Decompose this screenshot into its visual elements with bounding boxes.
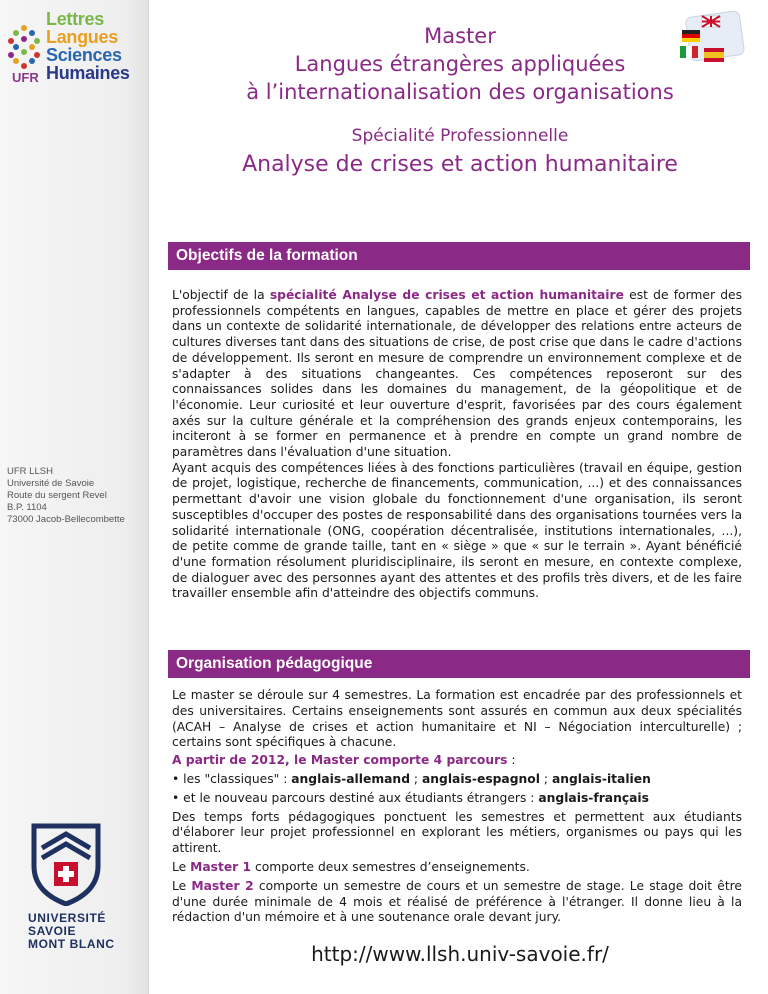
parcours-line: [172, 753, 742, 769]
text-run: ;: [539, 771, 552, 786]
ufr-tag: UFR: [12, 70, 39, 85]
parcours-highlight: A partir de 2012, le Master comporte 4 parcours: [172, 753, 508, 768]
logo-word-langues: Langues: [46, 27, 118, 47]
text-run: • et le nouveau parcours destiné aux étudiants étrangers :: [172, 790, 539, 805]
text-run: L'objectif de la: [172, 288, 270, 302]
organisation-paragraph-temps-forts: Des temps forts pédagogiques ponctuent les semestres et permettent aux étudiants d'élaborer leur projet professionnel en explorant les métiers, organismes ou pays qui les attirent.: [172, 809, 742, 856]
ufr-llsh-logo: [6, 10, 138, 90]
speciality-header: [150, 124, 768, 182]
speciality-title: Analyse de crises et action humanitaire: [242, 152, 678, 177]
speciality-label: Spécialité Professionnelle: [351, 126, 569, 146]
organisation-paragraph-1: Le master se déroule sur 4 semestres. La formation est encadrée par des professionnels et des universitaires. Certains enseignements sont assurés en commun aux deux spécialités (ACAH – Analyse de crises et action humanitaire et NI – Négociation interculturelle) ; certains sont spécifiques à chacune.: [172, 688, 742, 750]
speciality-highlight: spécialité Analyse de crises et action humanitaire: [269, 288, 624, 302]
logo-word-sciences: Sciences: [46, 45, 122, 65]
title-line-2: Langues étrangères appliquées: [294, 52, 626, 76]
university-name-line: SAVOIE: [28, 924, 77, 938]
text-run: • les "classiques" :: [172, 771, 292, 786]
logo-word-humaines: Humaines: [46, 63, 130, 83]
address-line: Université de Savoie: [7, 478, 95, 489]
text-run: comporte un semestre de cours et un semestre de stage. Le stage doit être d'une durée minimale de 4 mois et réalisé de préférence à l'étranger. Il donne lieu à la rédaction d'un mémoire et à une soutenance orale devant jury.: [172, 878, 743, 925]
university-name-line: MONT BLANC: [28, 937, 115, 951]
section-heading-organisation: Organisation pédagogique: [168, 650, 750, 678]
objectifs-paragraph-1: [172, 288, 742, 461]
parcours-item: anglais-allemand: [291, 771, 410, 786]
text-run: :: [507, 753, 516, 768]
text-run: ;: [410, 771, 422, 786]
text-run: est de former des professionnels compétents en langues, capables de mettre en place et gérer des projets dans un contexte de solidarité internationale, de développer des relations entre acteurs de cultures diverses tant dans des situations de crise, de post crise que dans le cadre d'actions de développement. Ils seront en mesure de comprendre un environnement complexe et de s'adapter à des situations changeantes. Ces compétences reposeront sur des connaissances solides dans les domaines du management, de la géopolitique et de l'économie. Leur curiosité et leur ouverture d'esprit, favorisées par des cours également axés sur la culture générale et la compréhension des grands enjeux contemporains, les inciteront à se former en permanence et à prendre en compte un grand nombre de paramètres dans l'évaluation d'une situation.: [172, 288, 743, 460]
university-name: [28, 912, 115, 951]
title-line-1: Master: [424, 24, 496, 48]
text-run: Le: [172, 878, 192, 893]
title-line-3: à l’internationalisation des organisations: [246, 80, 674, 104]
logo-word-lettres: Lettres: [46, 9, 104, 29]
university-shield-icon: [28, 822, 104, 906]
section-objectifs-body: [172, 288, 742, 602]
website-link[interactable]: http://www.llsh.univ-savoie.fr/: [311, 942, 609, 966]
text-run: Le: [172, 859, 191, 874]
sidebar: [0, 0, 149, 994]
parcours-item: anglais-italien: [551, 771, 651, 786]
address-block: [7, 466, 147, 526]
language-flags-icon: [668, 10, 748, 70]
address-line: Route du sergent Revel: [7, 490, 107, 501]
objectifs-paragraph-2: Ayant acquis des compétences liées à des fonctions particulières (travail en équipe, gestion de projet, logistique, recherche de financements, communication, ...) et des connaissances permettant d'avoir une vision globale du fonctionnement d'une organisation, ils seront susceptibles d'occuper des postes de responsabilité dans des organisations tournées vers la solidarité internationale (ONG, coopération décentralisée, institutions internationales, ...), de petite comme de grande taille, tant en « siège » que « sur le terrain ». Ayant bénéficié d'une formation résolument pluridisciplinaire, ils seront en mesure, en contexte complexe, de dialoguer avec des personnes ayant des attentes et des profils très divers, et de les faire travailler ensemble afin d'atteindre des objectifs communs.: [172, 460, 742, 601]
master2-paragraph: [172, 879, 742, 926]
university-name-line: UNIVERSITÉ: [28, 911, 107, 925]
bullet-classiques: [172, 772, 742, 788]
dots-logo-icon: [6, 24, 42, 76]
section-organisation-body: [172, 688, 742, 926]
text-run: comporte deux semestres d’enseignements.: [251, 859, 530, 874]
parcours-item: anglais-espagnol: [421, 771, 540, 786]
address-line: UFR LLSH: [7, 466, 53, 477]
master1-line: [172, 860, 742, 876]
address-line: B.P. 1104: [7, 502, 47, 513]
parcours-item: anglais-français: [538, 790, 649, 805]
master2-highlight: Master 2: [191, 878, 254, 893]
master1-highlight: Master 1: [190, 859, 252, 874]
bullet-nouveau: [172, 791, 742, 807]
address-line: 73000 Jacob-Bellecombette: [7, 514, 125, 525]
section-heading-objectifs: Objectifs de la formation: [168, 242, 750, 270]
